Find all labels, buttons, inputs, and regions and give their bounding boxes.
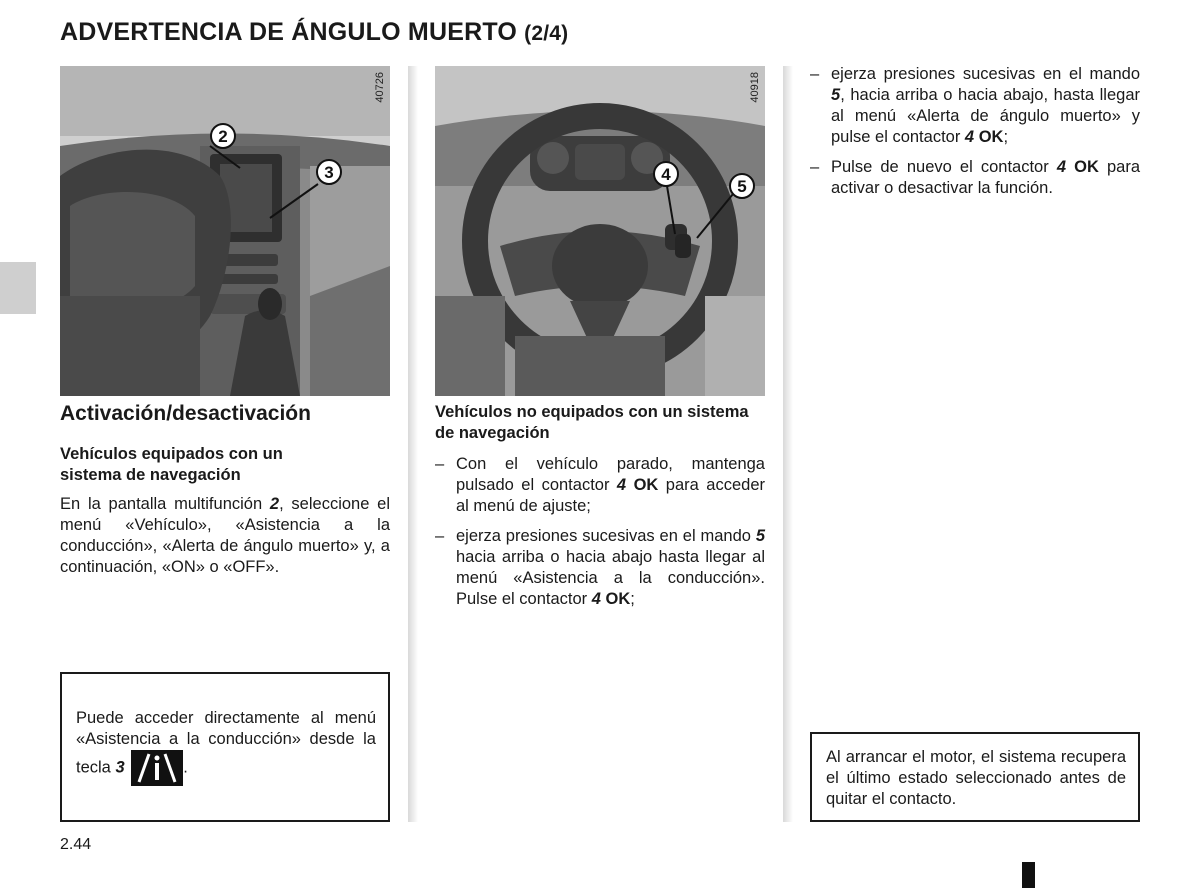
item-text: ejerza presiones sucesivas en el mando [456, 527, 756, 545]
subheading-no-nav: Vehículos no equipados con un sistema de navegación [435, 403, 749, 442]
ref-5: 5 [755, 527, 765, 545]
key-ok: OK [633, 476, 659, 494]
dashboard-photo [60, 66, 390, 396]
item-text: ; [1003, 128, 1009, 146]
callout-3 [317, 160, 341, 184]
figure-code: 40918 [749, 72, 761, 103]
note-end: . [183, 758, 188, 777]
item-text: , hacia arriba o hacia abajo, hasta llegar al menú «Alerta de ángulo muerto» y pulse el contactor [831, 86, 1140, 146]
callout-layer-right [435, 66, 765, 396]
subheading-nav: Vehículos equipados con un sistema de navegación [60, 445, 283, 484]
ref-3: 3 [115, 758, 125, 777]
note-text-right: Al arrancar el motor, el sistema recupera el último estado seleccionado antes de quitar el contacto. [826, 748, 1126, 808]
procedure-list-no-nav [435, 454, 765, 619]
callout-5 [730, 174, 754, 198]
column-divider [408, 66, 418, 822]
svg-text:3: 3 [324, 163, 334, 182]
item-text: para activar o desactivar la función. [831, 158, 1141, 197]
para-text-1: En la pantalla multifunción [60, 495, 270, 513]
section-heading: Activación/desactivación [60, 402, 311, 425]
list-item [435, 526, 765, 610]
list-dash: – [810, 158, 820, 176]
lane-assist-key-icon [131, 750, 183, 786]
svg-text:4: 4 [661, 165, 671, 184]
page-title [60, 18, 568, 47]
callout-4 [654, 162, 678, 186]
lane-assist-key-glyph [131, 750, 183, 786]
list-item [435, 454, 765, 517]
list-dash: – [810, 65, 820, 83]
page-number: 2.44 [60, 836, 92, 853]
svg-text:5: 5 [737, 177, 747, 196]
note-text-left-body: Puede acceder directamente al menú «Asistencia a la conducción» desde la tecla [76, 709, 376, 777]
ref-4: 4 [591, 590, 601, 608]
page-edge-marker [1022, 862, 1035, 888]
paragraph-multifunction [60, 494, 390, 578]
item-text: para acceder al menú de ajuste; [456, 476, 765, 515]
list-item [810, 64, 1140, 148]
item-text: hacia arriba o hacia abajo hasta llegar al menú «Asistencia a la conducción». Pulse el contactor [456, 548, 765, 608]
svg-text:2: 2 [218, 127, 228, 146]
key-ok: OK [1074, 158, 1099, 176]
list-item [810, 157, 1140, 199]
key-ok: OK [978, 128, 1004, 146]
note-box-left [60, 672, 390, 822]
figure-code: 40726 [374, 72, 386, 103]
page-title-suffix: (2/4) [524, 22, 569, 45]
page-title-text: ADVERTENCIA DE ÁNGULO MUERTO [60, 18, 518, 46]
ref-2: 2 [269, 495, 280, 513]
procedure-list-continued [810, 64, 1140, 208]
chapter-tab [0, 262, 36, 314]
note-text-left [76, 708, 376, 786]
steering-wheel-photo [435, 66, 765, 396]
item-text: ejerza presiones sucesivas en el mando [831, 65, 1140, 83]
ref-4: 4 [964, 128, 975, 146]
key-ok: OK [605, 590, 631, 608]
callout-2 [211, 124, 235, 148]
callout-layer-left [60, 66, 390, 396]
item-text: ; [630, 590, 635, 608]
list-dash: – [435, 455, 445, 473]
note-box-right [810, 732, 1140, 822]
item-text: Pulse de nuevo el contactor [831, 158, 1057, 176]
ref-5: 5 [831, 86, 841, 104]
list-dash: – [435, 527, 445, 545]
ref-4: 4 [1056, 158, 1067, 176]
item-text: Con el vehículo parado, mantenga pulsado el contactor [456, 455, 765, 494]
column-divider [783, 66, 793, 822]
ref-4: 4 [616, 476, 627, 494]
para-text-2: , seleccione el menú «Vehículo», «Asistencia a la conducción», «Alerta de ángulo muerto» y, a continuación, «ON» o «OFF». [60, 495, 391, 576]
